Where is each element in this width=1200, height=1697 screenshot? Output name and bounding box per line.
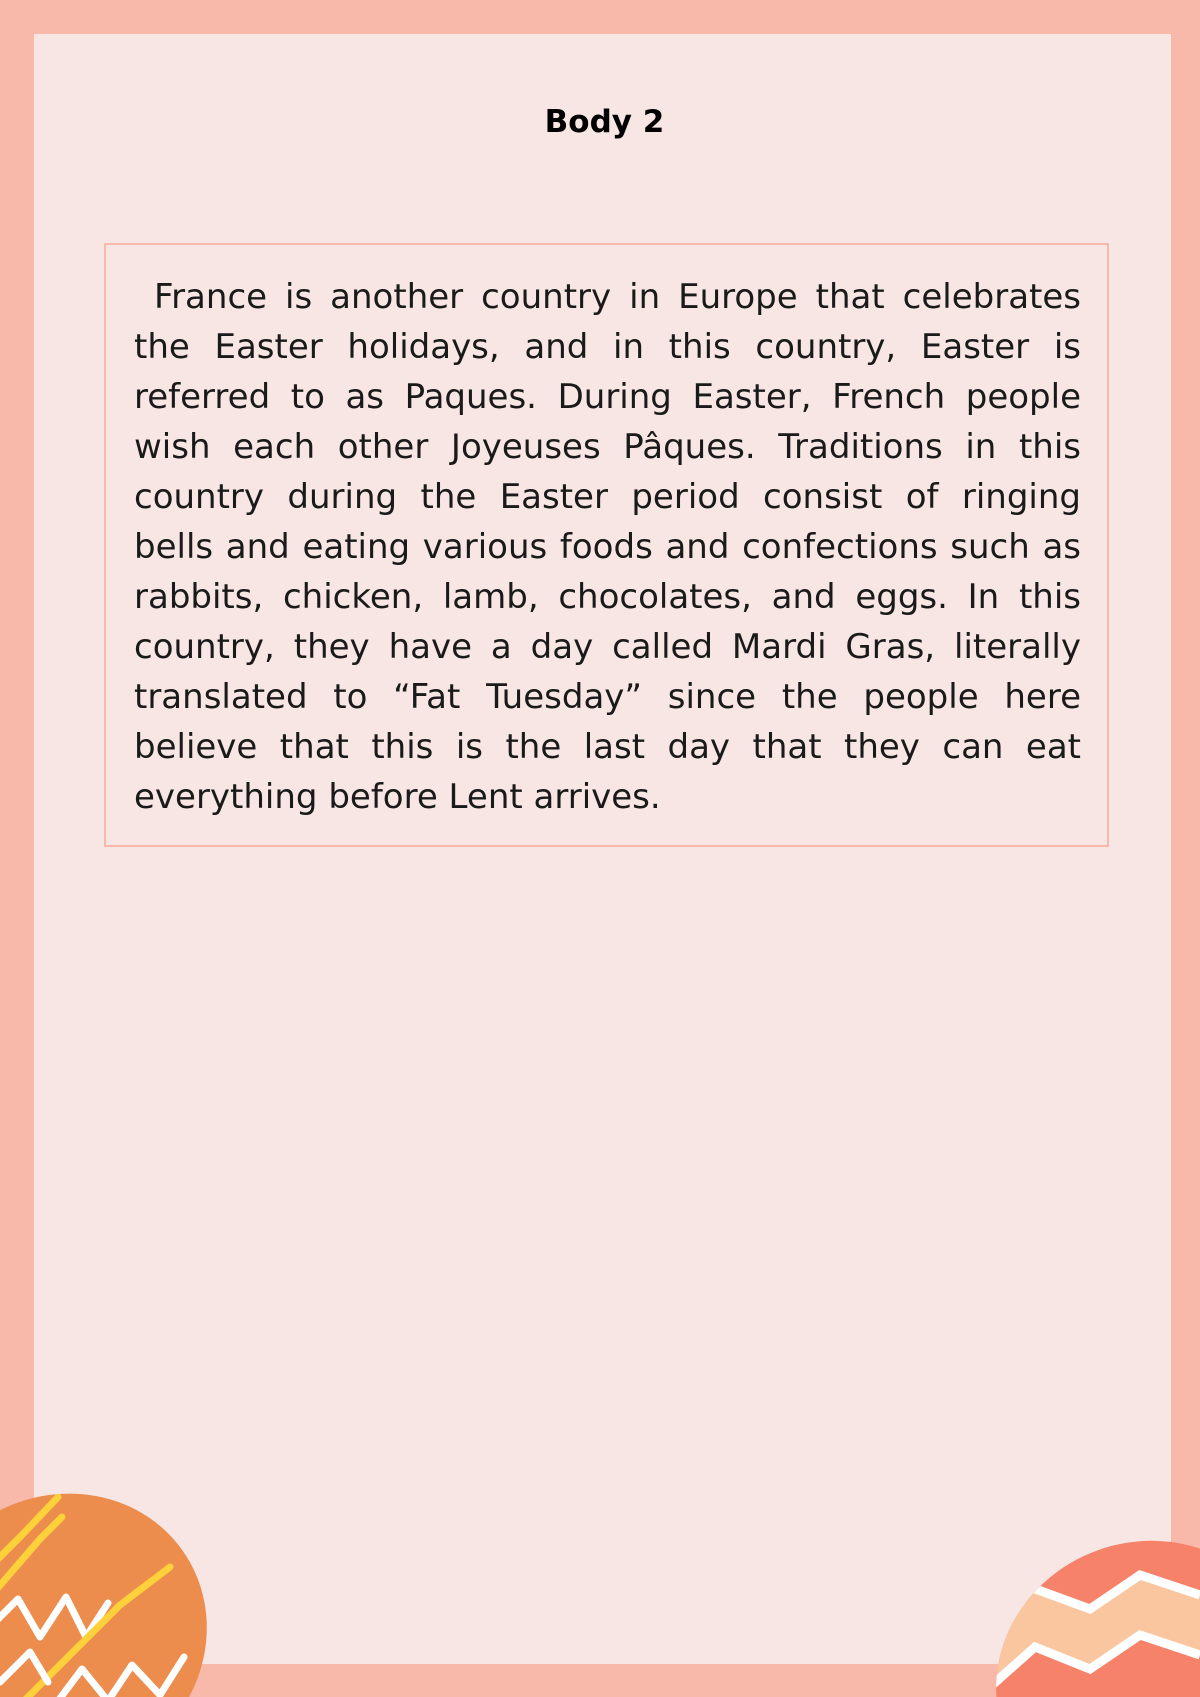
easter-egg-right-icon <box>990 1517 1200 1697</box>
text-box <box>104 243 1109 847</box>
page-title: Body 2 <box>544 104 665 140</box>
easter-egg-right-graphic <box>990 1517 1200 1697</box>
easter-egg-left-graphic <box>0 1487 210 1697</box>
body-paragraph: France is another country in Europe that celebrates the Easter holidays, and in this country, Easter is referred to as Paques. During Easter, French people wish each other Joyeuses Pâques. Traditions in this country during the Easter period consist of ringing bells and eating various foods and confections such as rabbits, chicken, lamb, chocolates, and eggs. In this country, they have a day called Mardi Gras, literally translated to “Fat Tuesday” since the people here believe that this is the last day that they can eat everything before Lent arrives. <box>134 277 1081 817</box>
easter-egg-left-icon <box>0 1487 210 1697</box>
